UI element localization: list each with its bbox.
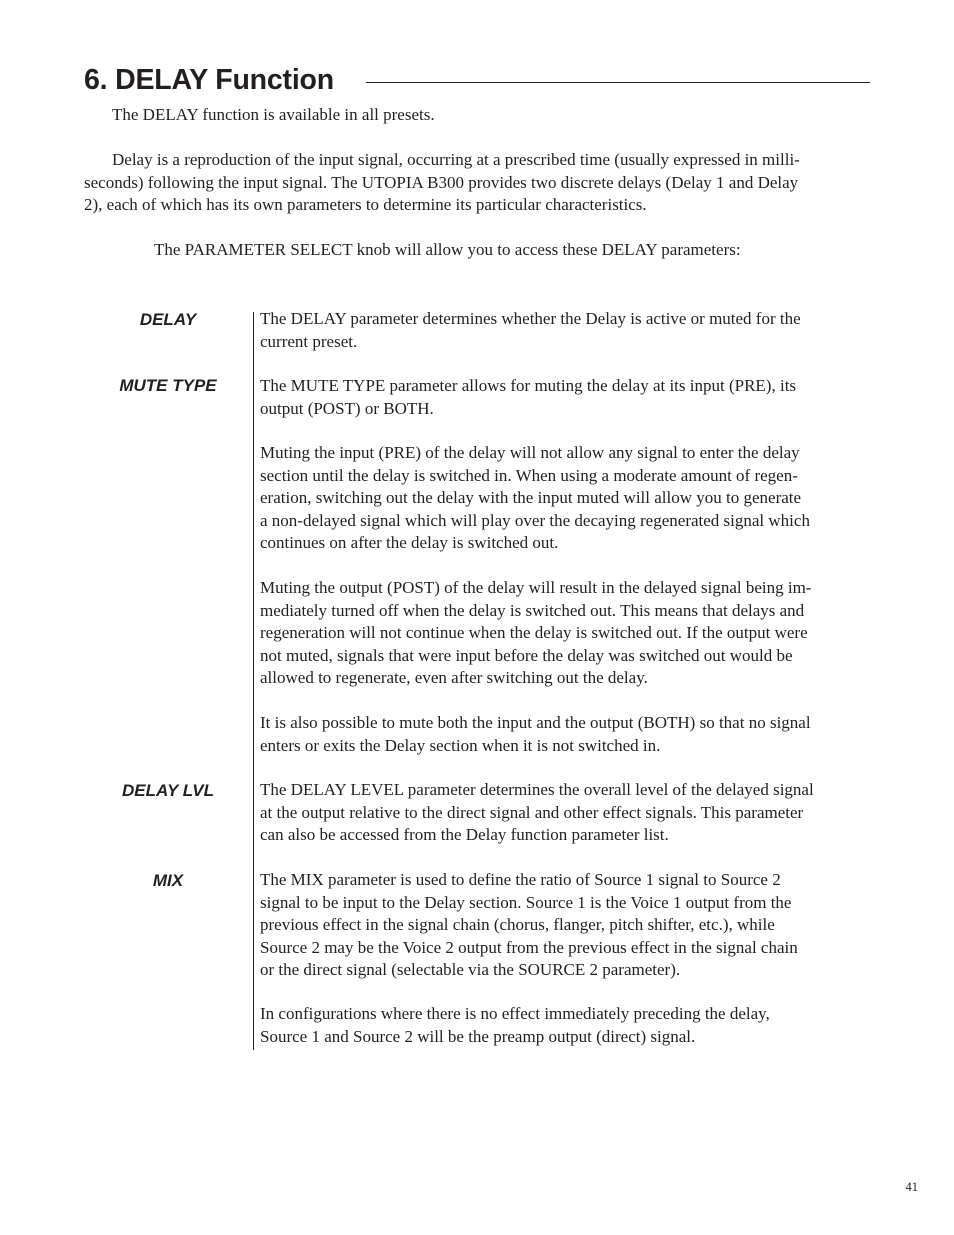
desc-line: regeneration will not continue when the delay is switched out. If the output were	[260, 623, 808, 642]
desc-line: continues on after the delay is switched out.	[260, 533, 559, 552]
parameter-select-note: The PARAMETER SELECT knob will allow you to access these DELAY parameters:	[154, 240, 741, 259]
availability-paragraph: The DELAY function is available in all presets.	[112, 105, 435, 124]
desc-line: The DELAY LEVEL parameter determines the overall level of the delayed signal	[260, 780, 814, 799]
desc-line: current preset.	[260, 331, 358, 351]
section-heading-row	[84, 62, 870, 102]
description-line: Delay is a reproduction of the input signal, occurring at a prescribed time (usually expressed in milli-	[112, 150, 800, 169]
desc-line: eration, switching out the delay with the input muted will allow you to generate	[260, 488, 802, 507]
desc-line: The DELAY parameter determines whether the Delay is active or muted for the	[260, 309, 801, 328]
desc-line: Muting the output (POST) of the delay will result in the delayed signal being im-	[260, 578, 812, 597]
desc-line: can also be accessed from the Delay function parameter list.	[260, 825, 669, 844]
desc-line: at the output relative to the direct signal and other effect signals. This parameter	[260, 802, 804, 822]
desc-line: allowed to regenerate, even after switching out the delay.	[260, 668, 648, 687]
param-label-delay-lvl: DELAY LVL	[122, 781, 214, 800]
param-desc-delay	[260, 308, 875, 353]
param-desc-mute-type	[260, 375, 875, 420]
mix-config-paragraph	[260, 1003, 875, 1048]
desc-line: signal to be input to the Delay section. Source 1 is the Voice 1 output from the	[260, 892, 792, 912]
desc-line: output (POST) or BOTH.	[260, 398, 434, 418]
desc-line: not muted, signals that were input before the delay was switched out would be	[260, 645, 793, 665]
mute-post-paragraph	[260, 577, 875, 690]
param-label-delay: DELAY	[139, 310, 197, 329]
desc-line: section until the delay is switched in. When using a moderate amount of regen-	[260, 465, 798, 485]
desc-line: The MUTE TYPE parameter allows for muting the delay at its input (PRE), its	[260, 376, 797, 395]
desc-line: It is also possible to mute both the input and the output (BOTH) so that no signal	[260, 713, 811, 732]
desc-line: Source 2 may be the Voice 2 output from the previous effect in the signal chain	[260, 937, 798, 957]
heading-rule	[366, 82, 870, 83]
param-label-mute-type: MUTE TYPE	[119, 376, 217, 395]
description-line: seconds) following the input signal. The UTOPIA B300 provides two discrete delays (Delay 1 and Delay	[84, 172, 799, 192]
param-label-mix: MIX	[152, 871, 184, 890]
desc-line: a non-delayed signal which will play over the decaying regenerated signal which	[260, 510, 810, 530]
param-desc-mix	[260, 869, 875, 982]
parameter-column-divider	[253, 312, 254, 1050]
desc-line: enters or exits the Delay section when it is not switched in.	[260, 735, 661, 755]
desc-line: Source 1 and Source 2 will be the preamp output (direct) signal.	[260, 1026, 696, 1046]
page-number: 41	[905, 1180, 918, 1194]
description-line: 2), each of which has its own parameters to determine its particular characteristics.	[84, 195, 647, 214]
desc-line: previous effect in the signal chain (chorus, flanger, pitch shifter, etc.), while	[260, 915, 775, 934]
desc-line: mediately turned off when the delay is switched out. This means that delays and	[260, 600, 805, 620]
mute-both-paragraph	[260, 712, 875, 757]
desc-line: or the direct signal (selectable via the SOURCE 2 parameter).	[260, 960, 681, 979]
param-desc-delay-lvl	[260, 779, 875, 847]
description-paragraph	[84, 149, 872, 217]
desc-line: Muting the input (PRE) of the delay will not allow any signal to enter the delay	[260, 443, 800, 462]
desc-line: The MIX parameter is used to define the ratio of Source 1 signal to Source 2	[260, 870, 781, 889]
section-heading: 6. DELAY Function	[84, 64, 334, 96]
mute-pre-paragraph	[260, 442, 875, 555]
desc-line: In configurations where there is no effect immediately preceding the delay,	[260, 1004, 770, 1023]
